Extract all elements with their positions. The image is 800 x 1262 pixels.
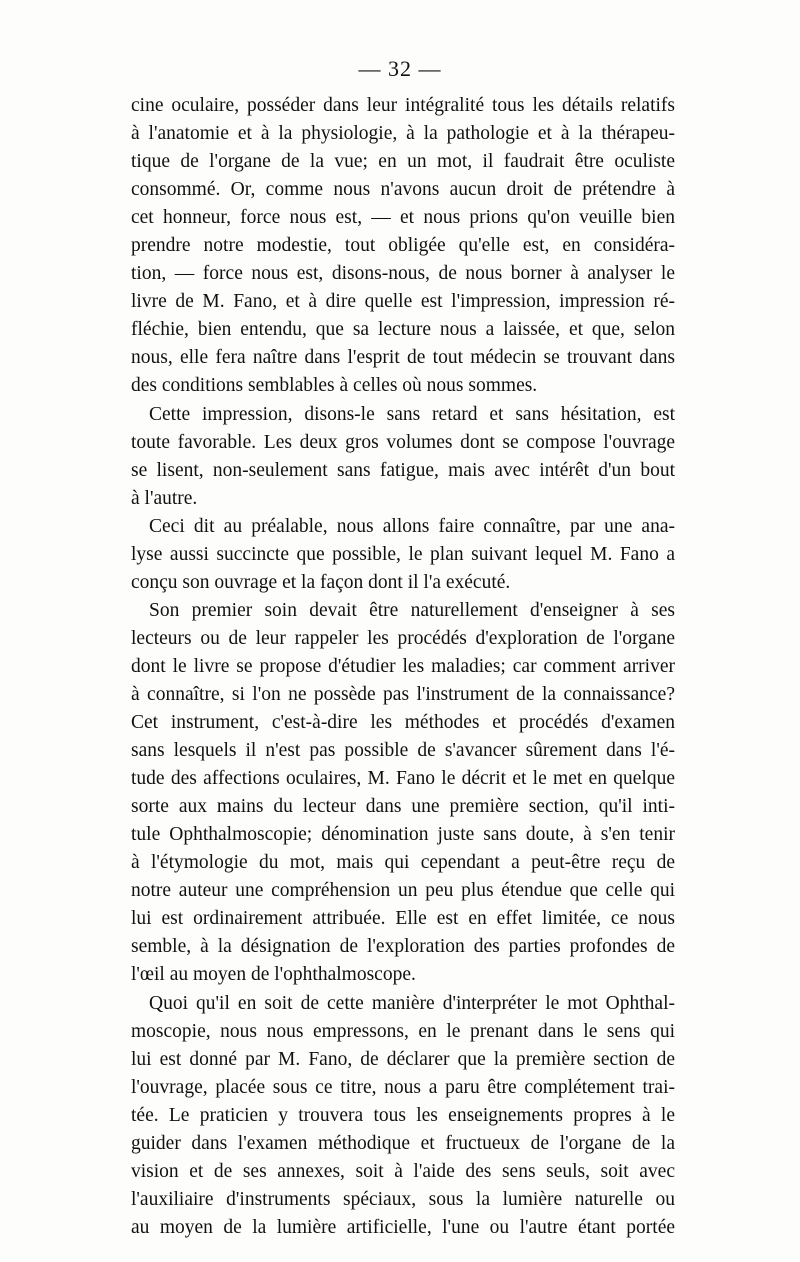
text-line: semble, à la désignation de l'exploration des parties profondes de [131, 936, 675, 958]
text-line: l'ouvrage, placée sous ce titre, nous a paru être complétement trai- [131, 1076, 675, 1098]
text-line: lui est donné par M. Fano, de déclarer que la première section de [131, 1048, 675, 1070]
text-line: notre auteur une compréhension un peu plus étendue que celle qui [131, 880, 675, 902]
text-line: fléchie, bien entendu, que sa lecture nous a laissée, et que, selon [131, 319, 675, 341]
text-line: Ceci dit au préalable, nous allons faire connaître, par une ana- [149, 515, 675, 537]
text-line: à l'étymologie du mot, mais qui cependant a peut-être reçu de [131, 852, 675, 874]
text-line: livre de M. Fano, et à dire quelle est l'impression, impression ré- [131, 291, 675, 313]
text-line: tion, — force nous est, disons-nous, de nous borner à analyser le [131, 263, 675, 285]
body-text [131, 92, 675, 1242]
text-line: prendre notre modestie, tout obligée qu'elle est, en considéra- [131, 235, 675, 257]
text-line: moscopie, nous nous empressons, en le prenant dans le sens qui [131, 1020, 675, 1042]
text-line: sans lesquels il n'est pas possible de s'avancer sûrement dans l'é- [131, 740, 675, 762]
text-line: dont le livre se propose d'étudier les maladies; car comment arriver [131, 655, 675, 677]
text-line: guider dans l'examen méthodique et fructueux de l'organe de la [131, 1132, 675, 1154]
text-line: Cet instrument, c'est-à-dire les méthodes et procédés d'examen [131, 712, 675, 734]
text-line: à connaître, si l'on ne possède pas l'instrument de la connaissance? [131, 683, 675, 705]
text-line: des conditions semblables à celles où nous sommes. [131, 375, 538, 397]
text-line: l'auxiliaire d'instruments spéciaux, sous la lumière naturelle ou [131, 1188, 675, 1210]
text-line: l'œil au moyen de l'ophthalmoscope. [131, 964, 416, 986]
text-line: conçu son ouvrage et la façon dont il l'a exécuté. [131, 571, 511, 593]
text-line: lecteurs ou de leur rappeler les procédés d'exploration de l'organe [131, 627, 675, 649]
text-line: à l'anatomie et à la physiologie, à la pathologie et à la thérapeu- [131, 123, 675, 145]
text-line: tule Ophthalmoscopie; dénomination juste sans doute, à s'en tenir [131, 824, 675, 846]
text-line: consommé. Or, comme nous n'avons aucun droit de prétendre à [131, 179, 675, 201]
text-line: Quoi qu'il en soit de cette manière d'interpréter le mot Ophthal- [149, 992, 675, 1014]
text-line: à l'autre. [131, 487, 198, 509]
text-line: nous, elle fera naître dans l'esprit de tout médecin se trouvant dans [131, 347, 675, 369]
page-number: — 32 — [358, 56, 442, 81]
text-line: au moyen de la lumière artificielle, l'une ou l'autre étant portée [131, 1216, 675, 1238]
text-line: Son premier soin devait être naturellement d'enseigner à ses [149, 599, 675, 621]
text-line: Cette impression, disons-le sans retard et sans hésitation, est [149, 403, 675, 425]
text-line: se lisent, non-seulement sans fatigue, mais avec intérêt d'un bout [131, 459, 675, 481]
text-line: lui est ordinairement attribuée. Elle est en effet limitée, ce nous [131, 908, 675, 930]
text-line: tique de l'organe de la vue; en un mot, il faudrait être oculiste [131, 151, 675, 173]
text-line: cine oculaire, posséder dans leur intégralité tous les détails relatifs [131, 95, 675, 116]
text-line: lyse aussi succincte que possible, le plan suivant lequel M. Fano a [131, 543, 675, 565]
text-line: sorte aux mains du lecteur dans une première section, qu'il inti- [131, 796, 675, 818]
text-line: tée. Le praticien y trouvera tous les enseignements propres à le [131, 1104, 675, 1126]
text-line: vision et de ses annexes, soit à l'aide des sens seuls, soit avec [131, 1160, 675, 1182]
text-line: cet honneur, force nous est, — et nous prions qu'on veuille bien [131, 207, 675, 229]
text-line: tude des affections oculaires, M. Fano le décrit et le met en quelque [131, 768, 675, 790]
text-line: toute favorable. Les deux gros volumes dont se compose l'ouvrage [131, 431, 675, 453]
